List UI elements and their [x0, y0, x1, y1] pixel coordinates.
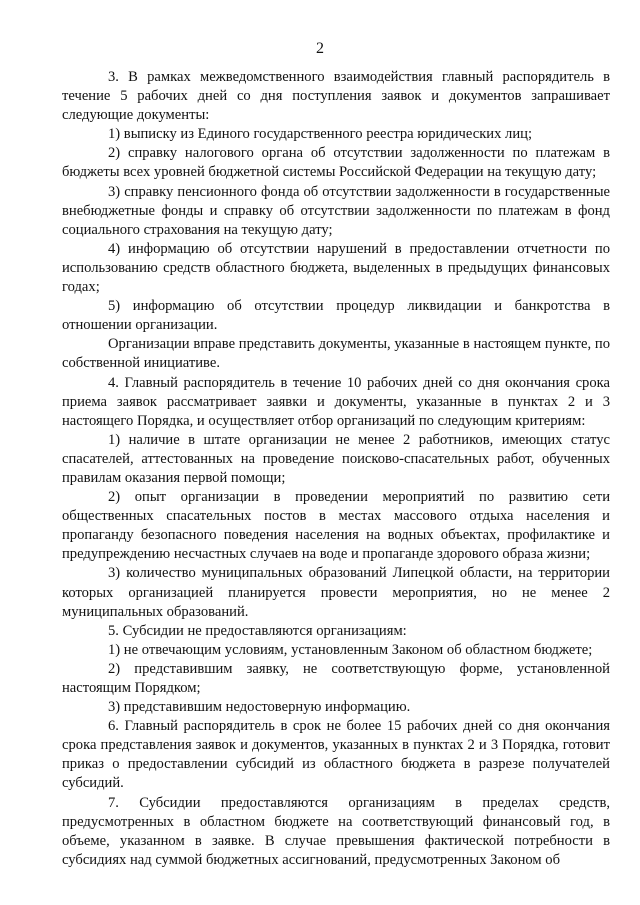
paragraph-4-item-2: 2) опыт организации в проведении мероприятий по развитию сети общественных спасательных постов в местах массового отдыха населения и пропаганду безопасного поведения населения на водных объектах, профилактике и предупреждению несчастных случаев на воде и пропаганде здорового образа жизни;: [62, 489, 610, 563]
paragraph-5-item-3: 3) представившим недостоверную информацию.: [108, 699, 411, 716]
paragraph-3-item-4: 4) информацию об отсутствии нарушений в предоставлении отчетности по использованию средств областного бюджета, выделенных в предыдущих финансовых годах;: [62, 240, 610, 296]
paragraph-5-item-2: 2) представившим заявку, не соответствующую форме, установленной настоящим Порядком;: [62, 660, 610, 696]
paragraph-4-item-3: 3) количество муниципальных образований Липецкой области, на территории которых организацией планируется провести мероприятия, но не менее 2 муниципальных образований.: [62, 565, 610, 620]
paragraph-4: 4. Главный распорядитель в течение 10 рабочих дней со дня окончания срока приема заявок рассматривает заявки и документы, указанные в пунктах 2 и 3 настоящего Порядка, и осуществляет отбор организаций по следующим критериям:: [62, 374, 610, 429]
paragraph-4-item-1: 1) наличие в штате организации не менее 2 работников, имеющих статус спасателей, аттестованных на проведение поисково-спасательных работ, обученных правилам оказания первой помощи;: [62, 431, 610, 486]
paragraph-3-note: Организации вправе представить документы, указанные в настоящем пункте, по собственной инициативе.: [62, 336, 610, 372]
paragraph-3-item-3: 3) справку пенсионного фонда об отсутствии задолженности в государственные внебюджетные фонды и справку об отсутствии задолженности по платежам в фонд социального страхования на текущую дату;: [62, 183, 610, 238]
paragraph-5-item-1: 1) не отвечающим условиям, установленным Законом об областном бюджете;: [108, 641, 593, 658]
document-body: [62, 68, 610, 870]
paragraph-6: 6. Главный распорядитель в срок не более 15 рабочих дней со дня окончания срока представления заявок и документов, указанных в пунктах 2 и 3 Порядка, готовит приказ о предоставлении субсидий из областного бюджета в разрезе получателей субсидий.: [62, 718, 610, 792]
paragraph-3: 3. В рамках межведомственного взаимодействия главный распорядитель в течение 5 рабочих дней со дня поступления заявок и документов запрашивает следующие документы:: [62, 69, 610, 124]
page-number: 2: [316, 40, 324, 57]
paragraph-5: 5. Субсидии не предоставляются организациям:: [108, 622, 407, 639]
paragraph-3-item-2: 2) справку налогового органа об отсутствии задолженности по платежам в бюджеты всех уровней бюджетной системы Российской Федерации на текущую дату;: [62, 145, 610, 181]
paragraph-3-item-1: 1) выписку из Единого государственного реестра юридических лиц;: [108, 126, 533, 143]
paragraph-3-item-5: 5) информацию об отсутствии процедур ликвидации и банкротства в отношении организации.: [62, 298, 610, 334]
paragraph-7: 7. Субсидии предоставляются организациям в пределах средств, предусмотренных в областном бюджете на соответствующий финансовый год, в объеме, указанном в заявке. В случае превышения фактической потребности в субсидиях над суммой бюджетных ассигнований, предусмотренных Законом об: [62, 794, 610, 868]
